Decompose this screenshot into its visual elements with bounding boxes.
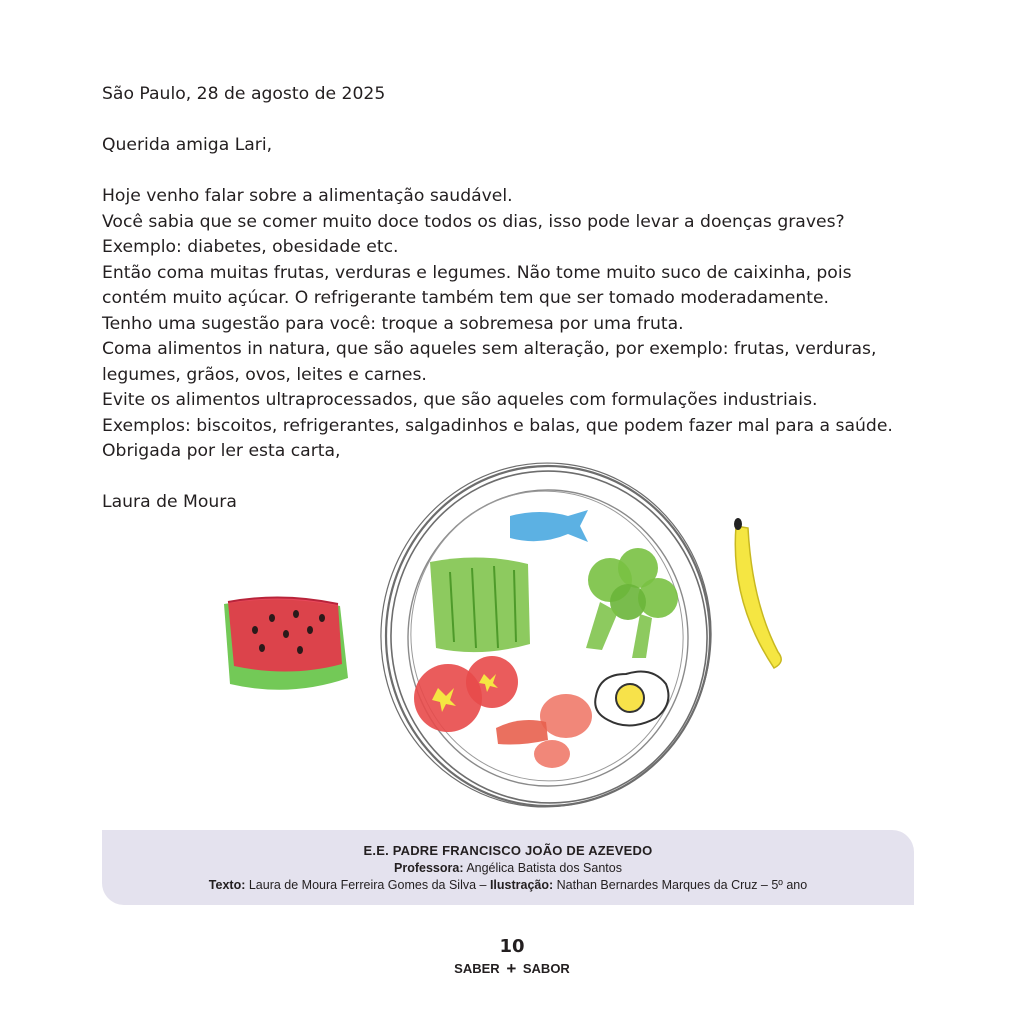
letter-line: Você sabia que se comer muito doce todos os dias, isso pode levar a doenças graves? [102, 211, 845, 232]
page-number: 10 [499, 936, 525, 957]
brand-right: SABOR [522, 961, 570, 976]
brand-left: SABER [454, 961, 500, 976]
teacher-credit [102, 861, 914, 875]
letter-line: legumes, grãos, ovos, leites e carnes. [102, 364, 427, 385]
page-footer [0, 936, 1024, 979]
illustration-label: Ilustração: [489, 878, 554, 892]
watermelon-drawing [224, 597, 348, 689]
tomatoes-drawing [414, 656, 518, 732]
letter-line: Exemplos: biscoitos, refrigerantes, salgadinhos e balas, que podem fazer mal para a saúde. [102, 415, 893, 436]
letter-greeting: Querida amiga Lari, [102, 135, 273, 155]
letter-line: contém muito açúcar. O refrigerante também tem que ser tomado moderadamente. [102, 288, 829, 308]
letter-line: Exemplo: diabetes, obesidade etc. [102, 237, 399, 257]
sausage-drawing [496, 694, 592, 768]
banana-drawing [734, 518, 781, 668]
fried-egg-drawing [595, 672, 668, 726]
letter-line: Obrigada por ler esta carta, [102, 441, 341, 461]
text-author: Laura de Moura Ferreira Gomes da Silva – [248, 878, 490, 892]
letter-line: Evite os alimentos ultraprocessados, que são aqueles com formulações industriais. [102, 390, 818, 410]
teacher-name: Angélica Batista dos Santos [466, 861, 622, 875]
fish-drawing [510, 510, 588, 542]
illustration-author: Nathan Bernardes Marques da Cruz – 5º ano [556, 878, 808, 892]
letter-line: Então coma muitas frutas, verduras e legumes. Não tome muito suco de caixinha, pois [102, 262, 852, 283]
lettuce-drawing [430, 557, 530, 652]
letter-line: Hoje venho falar sobre a alimentação saudável. [102, 186, 513, 206]
letter-signature: Laura de Moura [102, 492, 237, 512]
publication-brand [0, 959, 1024, 979]
letter-date: São Paulo, 28 de agosto de 2025 [102, 84, 386, 104]
text-label: Texto: [208, 878, 246, 892]
credits-box [102, 830, 914, 905]
teacher-label: Professora: [394, 861, 464, 875]
letter-line: Coma alimentos in natura, que são aqueles sem alteração, por exemplo: frutas, verduras, [102, 339, 877, 359]
authors-credit [102, 878, 914, 892]
child-drawing-illustration [200, 452, 820, 824]
letter-line: Tenho uma sugestão para você: troque a sobremesa por uma fruta. [102, 313, 684, 334]
brand-plus: + [506, 959, 517, 978]
school-name: E.E. PADRE FRANCISCO JOÃO DE AZEVEDO [363, 843, 653, 858]
letter-body [102, 82, 922, 516]
